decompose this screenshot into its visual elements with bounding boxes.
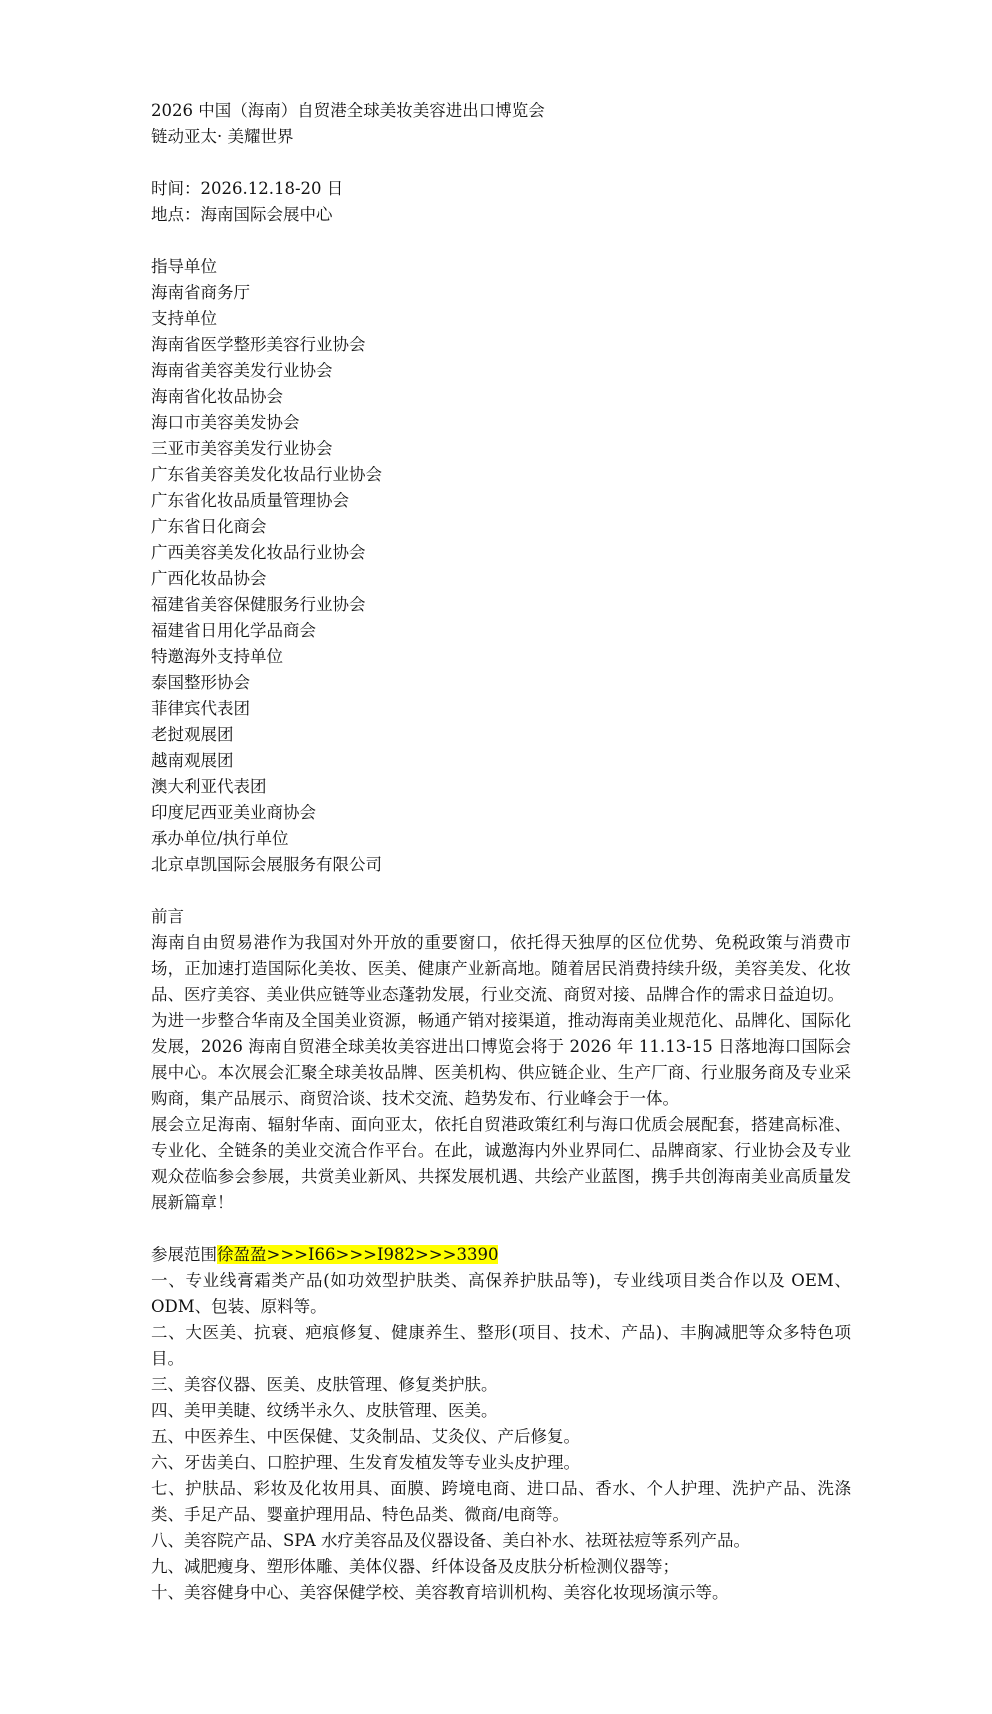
organizer-line: 海南省商务厅 — [151, 283, 250, 302]
scope-item: 五、中医养生、中医保健、艾灸制品、艾灸仪、产后修复。 — [151, 1427, 580, 1446]
organizer-line: 泰国整形协会 — [151, 673, 250, 692]
scope-item: 七、护肤品、彩妆及化妆用具、面膜、跨境电商、进口品、香水、个人护理、洗护产品、洗涤类、手足产品、婴童护理用品、特色品类、微商/电商等。 — [151, 1479, 851, 1524]
scope-list — [151, 1268, 851, 1606]
organizer-list — [151, 254, 851, 878]
organizer-line: 广东省日化商会 — [151, 517, 267, 536]
spacer — [151, 150, 851, 176]
scope-item: 三、美容仪器、医美、皮肤管理、修复类护肤。 — [151, 1375, 498, 1394]
scope-item: 一、专业线膏霜类产品(如功效型护肤类、高保养护肤品等)，专业线项目类合作以及 OEM、ODM、包装、原料等。 — [151, 1271, 851, 1316]
organizer-line: 福建省日用化学品商会 — [151, 621, 316, 640]
spacer — [151, 878, 851, 904]
scope-item: 二、大医美、抗衰、疤痕修复、健康养生、整形(项目、技术、产品)、丰胸减肥等众多特色项目。 — [151, 1323, 851, 1368]
organizer-line: 澳大利亚代表团 — [151, 777, 267, 796]
expo-time: 时间：2026.12.18-20 日 — [151, 179, 344, 198]
organizer-line: 广东省化妆品质量管理协会 — [151, 491, 349, 510]
organizer-line: 海口市美容美发协会 — [151, 413, 300, 432]
organizer-line: 支持单位 — [151, 309, 217, 328]
organizer-line: 特邀海外支持单位 — [151, 647, 283, 666]
organizer-line: 海南省医学整形美容行业协会 — [151, 335, 366, 354]
organizer-line: 北京卓凯国际会展服务有限公司 — [151, 855, 382, 874]
expo-place: 地点：海南国际会展中心 — [151, 205, 333, 224]
spacer — [151, 1216, 851, 1242]
scope-item: 八、美容院产品、SPA 水疗美容品及仪器设备、美白补水、祛斑祛痘等系列产品。 — [151, 1531, 751, 1550]
scope-item: 九、减肥瘦身、塑形体雕、美体仪器、纤体设备及皮肤分析检测仪器等； — [151, 1557, 679, 1576]
organizer-line: 承办单位/执行单位 — [151, 829, 289, 848]
contact-highlight: 徐盈盈>>>I66>>>I982>>>3390 — [217, 1245, 499, 1264]
organizer-line: 老挝观展团 — [151, 725, 234, 744]
spacer — [151, 228, 851, 254]
preface-paragraph-3: 展会立足海南、辐射华南、面向亚太，依托自贸港政策红利与海口优质会展配套，搭建高标准、专业化、全链条的美业交流合作平台。在此，诚邀海内外业界同仁、品牌商家、行业协会及专业观众莅临参会参展，共赏美业新风、共探发展机遇、共绘产业蓝图，携手共创海南美业高质量发展新篇章！ — [151, 1115, 851, 1212]
scope-item: 六、牙齿美白、口腔护理、生发育发植发等专业头皮护理。 — [151, 1453, 580, 1472]
preface-heading: 前言 — [151, 907, 184, 926]
organizer-line: 三亚市美容美发行业协会 — [151, 439, 333, 458]
organizer-line: 海南省美容美发行业协会 — [151, 361, 333, 380]
document-page — [151, 98, 851, 1606]
expo-slogan: 链动亚太· 美耀世界 — [151, 127, 294, 146]
organizer-line: 广西美容美发化妆品行业协会 — [151, 543, 366, 562]
organizer-line: 印度尼西亚美业商协会 — [151, 803, 316, 822]
scope-heading-line — [151, 1242, 851, 1268]
organizer-line: 广东省美容美发化妆品行业协会 — [151, 465, 382, 484]
organizer-line: 菲律宾代表团 — [151, 699, 250, 718]
expo-title: 2026 中国（海南）自贸港全球美妆美容进出口博览会 — [151, 101, 545, 120]
organizer-line: 广西化妆品协会 — [151, 569, 267, 588]
preface-paragraph-1: 海南自由贸易港作为我国对外开放的重要窗口，依托得天独厚的区位优势、免税政策与消费市场，正加速打造国际化美妆、医美、健康产业新高地。随着居民消费持续升级，美容美发、化妆品、医疗美容、美业供应链等业态蓬勃发展，行业交流、商贸对接、品牌合作的需求日益迫切。 — [151, 933, 851, 1004]
scope-heading: 参展范围 — [151, 1245, 217, 1264]
organizer-line: 指导单位 — [151, 257, 217, 276]
preface-paragraph-2: 为进一步整合华南及全国美业资源，畅通产销对接渠道，推动海南美业规范化、品牌化、国际化发展，2026 海南自贸港全球美妆美容进出口博览会将于 2026 年 11.13-15 日落地海口国际会展中心。本次展会汇聚全球美妆品牌、医美机构、供应链企业、生产厂商、行业服务商及专业采购商，集产品展示、商贸洽谈、技术交流、趋势发布、行业峰会于一体。 — [151, 1011, 851, 1108]
organizer-line: 福建省美容保健服务行业协会 — [151, 595, 366, 614]
scope-item: 十、美容健身中心、美容保健学校、美容教育培训机构、美容化妆现场演示等。 — [151, 1583, 729, 1602]
scope-item: 四、美甲美睫、纹绣半永久、皮肤管理、医美。 — [151, 1401, 498, 1420]
organizer-line: 海南省化妆品协会 — [151, 387, 283, 406]
organizer-line: 越南观展团 — [151, 751, 234, 770]
